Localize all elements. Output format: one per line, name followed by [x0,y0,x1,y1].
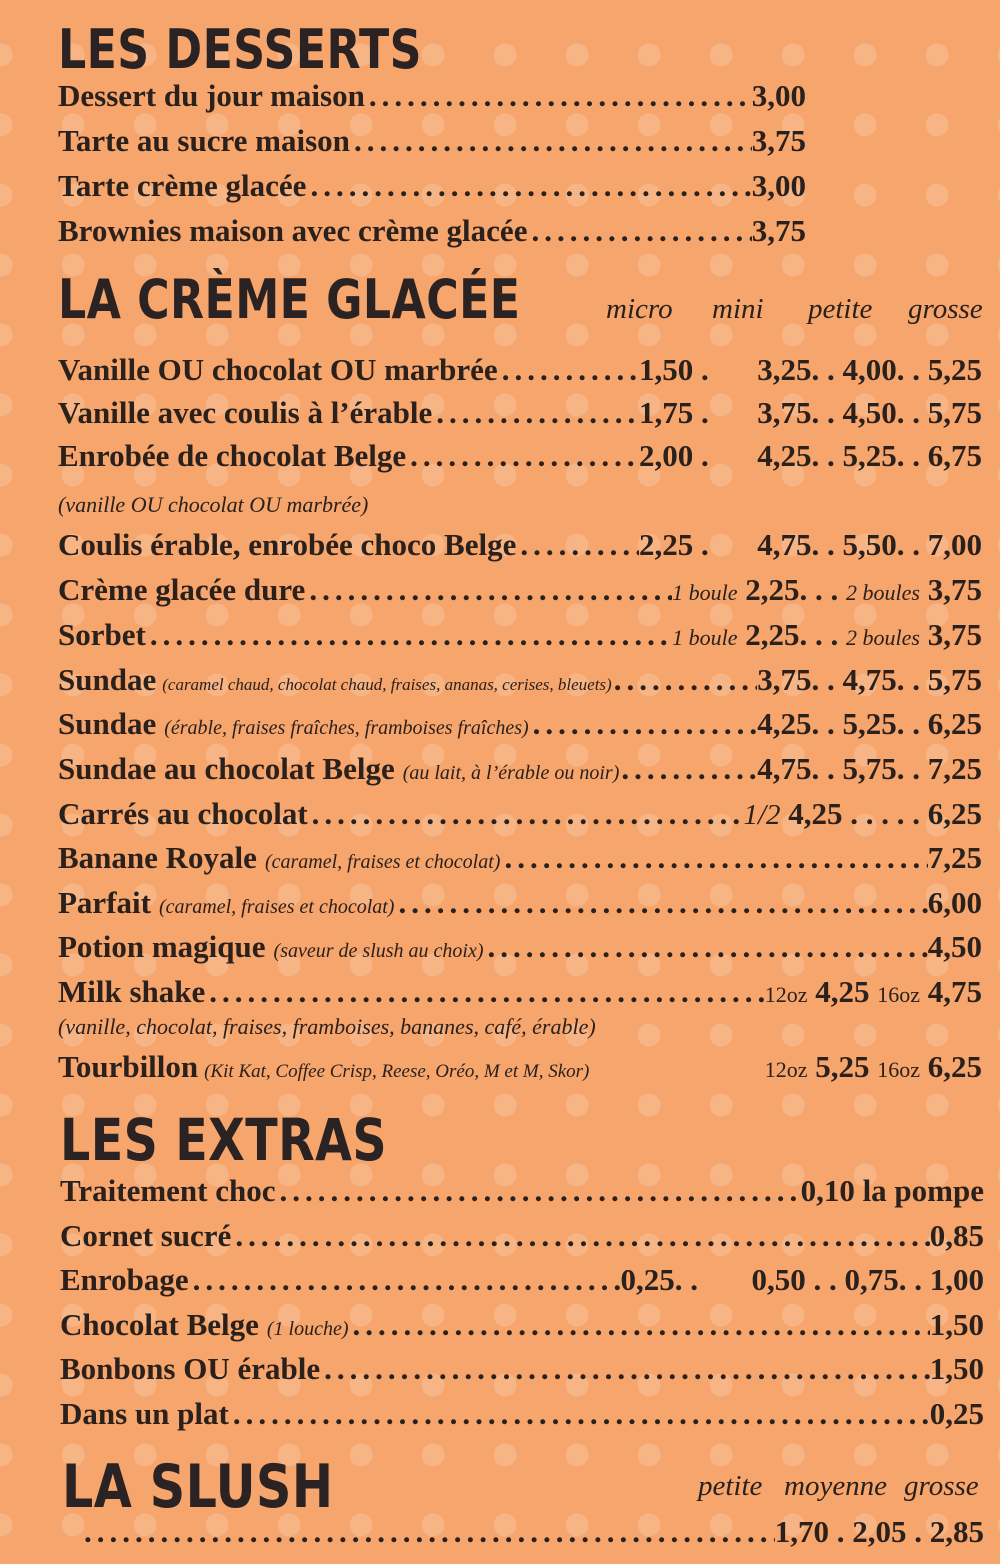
price-mini: 3,75 [757,662,812,697]
section-title-desserts: LES DESSERTS [58,18,422,81]
size-label: petite [698,1470,763,1502]
item-prices [775,1514,984,1550]
menu-item [58,929,982,971]
separator: . . [896,662,928,697]
separator: . . [896,438,928,473]
price-mini: 4,25 [757,706,812,741]
item-price: 3,00 [751,78,806,113]
price-mini: 4,25 [757,438,812,473]
item-price: 0,25 [929,1396,984,1431]
menu-item [60,1351,984,1393]
portion-label: 2 boules [846,625,920,650]
separator: . . [805,1262,845,1297]
separator: . . [811,751,843,786]
item-name: Bonbons OU érable [60,1351,321,1386]
leader-dots [276,1173,801,1209]
separator: . [829,1514,853,1549]
size-label: moyenne [784,1470,888,1502]
menu-item [60,1262,984,1304]
menu-item [58,617,982,659]
item-price: 0,10 la pompe [800,1173,984,1208]
menu-item [58,706,982,748]
portion-label: 1 boule [672,625,738,650]
leader-dots [432,395,639,431]
menu-item [58,438,982,480]
item-prices [639,395,982,431]
menu-item [58,527,982,569]
price-grosse: 5,75 [927,662,982,697]
price-petite: 0,75 [844,1262,899,1297]
item-name: Tarte au sucre maison [58,123,350,158]
separator: . . [896,395,928,430]
item-prices [639,527,982,563]
leader-dots [406,438,639,474]
price-grosse: 6,25 [927,706,982,741]
leader-dots [619,751,757,787]
item-name: Brownies maison avec crème glacée [58,213,528,248]
item-subnote: (vanille OU chocolat OU marbrée) [58,492,369,517]
separator: . [693,395,717,430]
item-name: Chocolat Belge [60,1307,259,1342]
item-note: (1 louche) [266,1318,349,1340]
portion-label: 1 boule [672,580,738,605]
menu-item [58,213,806,255]
price-2: 4,75 [927,974,982,1009]
item-name: Vanille avec coulis à l’érable [58,395,433,430]
price-2: 6,25 [927,1049,982,1084]
leader-dots [229,1396,930,1432]
menu-item [58,885,982,927]
size-label: petite [808,293,873,325]
separator: . . [896,751,928,786]
menu-item [58,123,806,165]
item-prices [639,438,982,474]
separator: . [693,438,717,473]
item-name: Enrobage [60,1262,189,1297]
item-name: Traitement choc [60,1173,276,1208]
item-name: Cornet sucré [60,1218,232,1253]
price-petite: 4,50 [842,395,897,430]
item-price: 1,50 [929,1351,984,1386]
price-petite: 4,75 [842,662,897,697]
separator: . . [896,706,928,741]
price-petite: 5,75 [842,751,897,786]
item-note: (caramel chaud, chocolat chaud, fraises, ananas, cerises, bleuets) [162,675,612,694]
size-label: 16oz [877,1057,920,1082]
leader-dots [146,617,672,653]
leader-dots [612,662,758,698]
leader-dots [205,974,764,1010]
separator: . . [811,395,843,430]
leader-dots [305,572,672,608]
size-label: 16oz [877,982,920,1007]
item-price: 6,00 [927,885,982,920]
item-name: Tourbillon [58,1049,199,1084]
item-name: Dessert du jour maison [58,78,365,113]
size-label: 12oz [764,982,808,1007]
price-micro: 1,50 [639,352,694,387]
price-1: 2,25 [745,617,800,652]
price-mini: 4,75 [757,751,812,786]
leader-dots [498,352,639,388]
item-name: Potion magique [58,929,266,964]
leader-dots [484,929,928,965]
item-prices [757,751,982,787]
price-micro: 2,25 [639,527,694,562]
item-prices [743,796,982,832]
item-prices [757,706,982,742]
leader-dots [320,1351,930,1387]
menu-item [58,168,806,210]
size-label: 12oz [764,1057,808,1082]
item-name: Banane Royale [58,840,257,875]
separator: . [693,527,717,562]
price-grosse: 5,75 [927,395,982,430]
menu-item [58,840,982,882]
item-price: 4,50 [927,929,982,964]
price-petite: 4,00 [842,352,897,387]
separator: . . [811,527,843,562]
separator: . . [811,352,843,387]
leader-dots [80,1514,775,1550]
price-mini: 0,50 [751,1262,806,1297]
leader-dots [350,123,752,159]
leader-dots [308,796,744,832]
separator: . . [674,1262,706,1297]
price-2: 6,25 [927,796,982,831]
size-label: micro [606,293,673,325]
price-2: 3,75 [927,617,982,652]
leader-dots [500,840,927,876]
leader-dots [529,706,758,742]
price-1: 4,25 [815,974,870,1009]
item-name: Parfait [58,885,151,920]
leader-dots [349,1307,930,1343]
item-price: 3,75 [751,123,806,158]
menu-item [58,352,982,394]
price-grosse: 2,85 [929,1514,984,1549]
item-prices [639,352,982,388]
item-name: Enrobée de chocolat Belge [58,438,407,473]
price-1: 4,25 [788,796,843,831]
leader-dots [306,168,751,204]
separator: . . . [799,572,847,607]
price-petite: 5,25 [842,438,897,473]
item-name: Carrés au chocolat [58,796,308,831]
item-note: (caramel, fraises et chocolat) [264,851,501,873]
separator: . . . [799,617,847,652]
item-prices [757,662,982,698]
leader-dots [365,78,752,114]
item-prices [672,617,982,653]
item-price: 7,25 [927,840,982,875]
price-petite: 5,50 [842,527,897,562]
item-price: 3,00 [751,168,806,203]
price-grosse: 6,75 [927,438,982,473]
item-name: Sundae au chocolat Belge [58,751,395,786]
section-title-extras: LES EXTRAS [60,1106,387,1174]
item-price: 1,50 [929,1307,984,1342]
leader-dots [394,885,927,921]
menu-item [58,796,982,838]
item-prices [672,572,982,608]
price-grosse: 1,00 [929,1262,984,1297]
menu-item [58,662,982,704]
price-petite: 1,70 [774,1514,829,1549]
separator: . . [898,1262,930,1297]
separator: . . [811,662,843,697]
item-name: Vanille OU chocolat OU marbrée [58,352,498,387]
price-grosse: 5,25 [927,352,982,387]
price-petite: 5,25 [842,706,897,741]
price-1: 2,25 [745,572,800,607]
separator: . . . . . [842,796,928,831]
price-mini: 3,25 [757,352,812,387]
separator: . . [811,438,843,473]
menu-item [60,1307,984,1349]
price-micro: 2,00 [639,438,694,473]
item-prices [765,974,982,1010]
leader-dots [527,213,751,249]
separator: . . [896,352,928,387]
price-mini: 3,75 [757,395,812,430]
menu-item [60,1173,984,1215]
menu-item [58,1049,982,1091]
item-subnote: (vanille, chocolat, fraises, framboises, bananes, café, érable) [58,1014,596,1039]
price-grosse: 7,00 [927,527,982,562]
menu-item [58,395,982,437]
item-name: Sundae [58,662,157,697]
separator: . [693,352,717,387]
price-moyenne: 2,05 [852,1514,907,1549]
price-2: 3,75 [927,572,982,607]
separator: . . [811,706,843,741]
item-price: 3,75 [751,213,806,248]
menu-item [58,751,982,793]
price-micro: 0,25 [620,1262,675,1297]
item-note: (érable, fraises fraîches, framboises fraîches) [164,717,529,739]
item-note: (caramel, fraises et chocolat) [158,896,395,918]
item-note: (saveur de slush au choix) [273,940,484,962]
item-prices [765,1049,982,1085]
leader-dots [189,1262,621,1298]
item-prices [621,1262,985,1298]
item-name: Tarte crème glacée [58,168,307,203]
leader-dots [516,527,639,563]
item-name: Coulis érable, enrobée choco Belge [58,527,517,562]
item-name: Sundae [58,706,157,741]
item-note: (Kit Kat, Coffee Crisp, Reese, Oréo, M et M, Skor) [204,1061,590,1082]
section-title-slush: LA SLUSH [62,1452,334,1522]
size-label: mini [712,293,764,325]
item-note: (au lait, à l’érable ou noir) [402,762,620,784]
menu-item [58,78,806,120]
menu-item [60,1218,984,1260]
price-grosse: 7,25 [927,751,982,786]
price-1: 5,25 [815,1049,870,1084]
menu-item [58,572,982,614]
separator: . [906,1514,930,1549]
menu-item [60,1396,984,1438]
menu-item [80,1514,984,1556]
size-label: grosse [904,1470,979,1502]
price-mini: 4,75 [757,527,812,562]
menu-item [58,974,982,1016]
portion-label: 2 boules [846,580,920,605]
item-name: Dans un plat [60,1396,229,1431]
leader-dots [231,1218,929,1254]
separator: . . [896,527,928,562]
item-name: Crème glacée dure [58,572,306,607]
size-label: grosse [908,293,983,325]
item-name: Milk shake [58,974,206,1009]
item-price: 0,85 [929,1218,984,1253]
item-name: Sorbet [58,617,146,652]
section-title-creme-glacee: LA CRÈME GLACÉE [58,268,521,331]
price-micro: 1,75 [639,395,694,430]
portion-label: 1/2 [743,799,781,831]
